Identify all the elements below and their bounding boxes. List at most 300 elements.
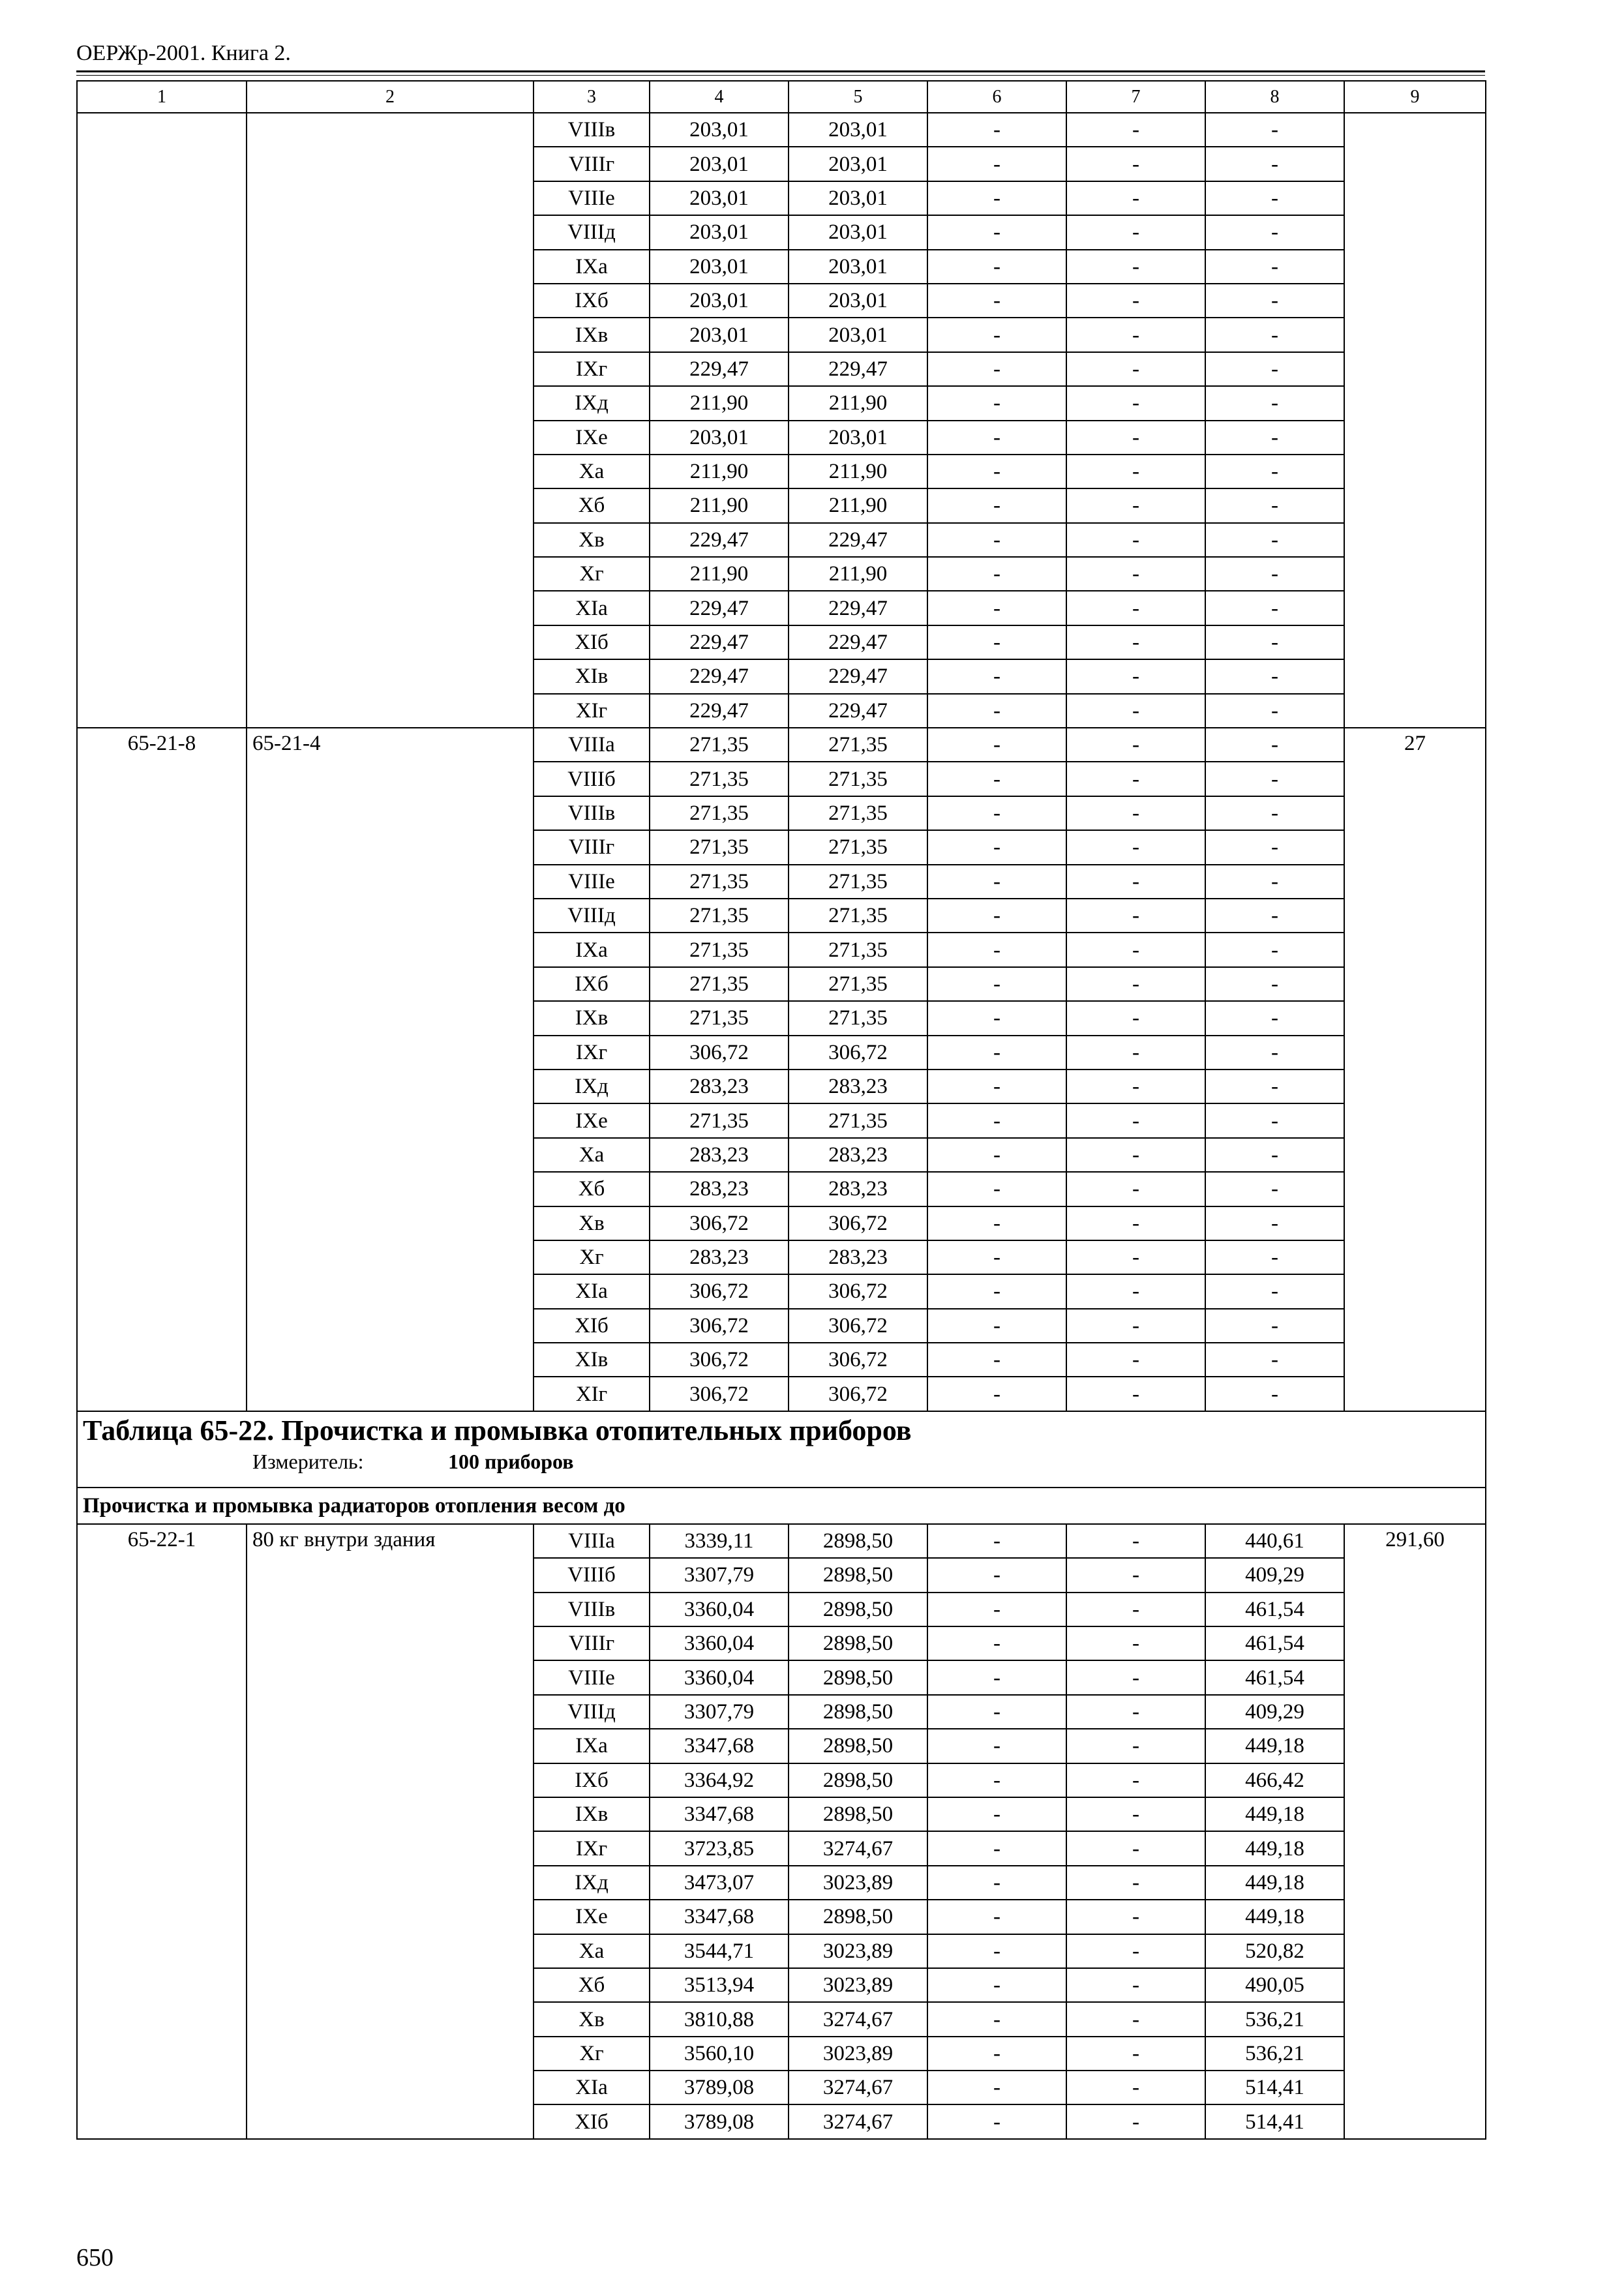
table-cell: - [927, 215, 1066, 249]
table-cell: 3274,67 [789, 2002, 927, 2036]
column-number: 6 [927, 81, 1066, 113]
unit-label: Измеритель: [252, 1449, 364, 1473]
table-cell: 203,01 [650, 147, 789, 181]
table-cell: - [927, 659, 1066, 693]
table-cell: XIб [534, 1309, 650, 1343]
table-cell: 271,35 [650, 1001, 789, 1035]
table-cell: 229,47 [650, 352, 789, 386]
table-cell: - [1205, 250, 1344, 284]
table-cell: 306,72 [789, 1206, 927, 1240]
table-cell: - [927, 1103, 1066, 1137]
table-cell: - [1066, 1309, 1205, 1343]
table-cell: 229,47 [650, 659, 789, 693]
table-cell: 271,35 [650, 796, 789, 830]
table-cell: VIIIе [534, 181, 650, 215]
table-cell: 2898,50 [789, 1626, 927, 1660]
table-cell: 203,01 [789, 147, 927, 181]
table-cell: - [1205, 796, 1344, 830]
column-number: 8 [1205, 81, 1344, 113]
table-cell: - [927, 523, 1066, 557]
table-cell: - [1066, 830, 1205, 864]
table-cell: - [927, 694, 1066, 728]
table-cell: - [927, 557, 1066, 591]
table-cell: - [927, 1968, 1066, 2002]
table-cell: - [1205, 1377, 1344, 1411]
table-cell: 203,01 [789, 284, 927, 318]
table-cell: - [1066, 1206, 1205, 1240]
table-cell: - [1066, 1070, 1205, 1103]
table-cell: - [927, 591, 1066, 625]
table-cell: - [1066, 694, 1205, 728]
table-cell: 283,23 [789, 1138, 927, 1172]
table-cell: 536,21 [1205, 2037, 1344, 2071]
table-cell: 306,72 [650, 1036, 789, 1070]
table-cell: 449,18 [1205, 1729, 1344, 1763]
table-cell: - [1205, 830, 1344, 864]
table-cell: IXд [534, 1866, 650, 1900]
unit-value: 100 приборов [448, 1449, 574, 1473]
table-cell: IXг [534, 1036, 650, 1070]
table-cell: 271,35 [650, 762, 789, 796]
table-cell: 283,23 [789, 1172, 927, 1206]
page-number: 650 [76, 2244, 113, 2271]
column-number: 3 [534, 81, 650, 113]
table-cell: - [1205, 591, 1344, 625]
table-cell: - [1066, 421, 1205, 455]
table-cell: 2898,50 [789, 1695, 927, 1729]
table-cell: - [927, 2104, 1066, 2138]
table-cell: 229,47 [650, 591, 789, 625]
table-cell: Xг [534, 2037, 650, 2071]
table-cell: 3274,67 [789, 2071, 927, 2104]
table-cell: - [927, 1558, 1066, 1592]
table-cell: 2898,50 [789, 1729, 927, 1763]
table-cell: - [1205, 147, 1344, 181]
table-cell: 271,35 [650, 865, 789, 899]
table-cell: - [927, 899, 1066, 933]
table-cell: - [1066, 1138, 1205, 1172]
table-cell: Xв [534, 523, 650, 557]
table-cell: - [1066, 1274, 1205, 1308]
table-cell: 271,35 [650, 728, 789, 762]
table-cell: - [1205, 1070, 1344, 1103]
table-cell: 466,42 [1205, 1763, 1344, 1797]
subheading-row [77, 1488, 1486, 1524]
table-cell: - [1205, 659, 1344, 693]
table-cell: 3023,89 [789, 1866, 927, 1900]
table-cell: 2898,50 [789, 1763, 927, 1797]
table-cell: VIIIд [534, 899, 650, 933]
table-cell: IXа [534, 933, 650, 966]
table-cell: - [1205, 352, 1344, 386]
table-cell: 211,90 [650, 455, 789, 488]
table-cell: - [927, 1172, 1066, 1206]
table-cell: - [927, 1309, 1066, 1343]
table-cell: - [927, 318, 1066, 352]
table-cell: 306,72 [789, 1377, 927, 1411]
table-cell: - [1205, 1172, 1344, 1206]
table-cell: 203,01 [789, 318, 927, 352]
table-body [77, 81, 1486, 2139]
table-cell: IXб [534, 967, 650, 1001]
table-cell: IXд [534, 386, 650, 420]
table-cell: - [1066, 1934, 1205, 1968]
table-cell: - [927, 147, 1066, 181]
rate-name: 65-21-4 [247, 728, 534, 1411]
table-cell: Xб [534, 1968, 650, 2002]
table-cell: - [1066, 488, 1205, 522]
table-cell: - [1066, 523, 1205, 557]
table-cell: 271,35 [789, 865, 927, 899]
table-cell: VIIIе [534, 865, 650, 899]
table-cell: 203,01 [650, 181, 789, 215]
table-cell: VIIIв [534, 796, 650, 830]
table-cell: - [1066, 1729, 1205, 1763]
table-title-row [77, 1411, 1486, 1488]
table-cell: - [1066, 147, 1205, 181]
table-cell: 271,35 [650, 830, 789, 864]
table-cell: 283,23 [650, 1070, 789, 1103]
table-cell: - [927, 967, 1066, 1001]
table-cell: 211,90 [789, 386, 927, 420]
table-cell: - [1205, 967, 1344, 1001]
table-cell: IXд [534, 1070, 650, 1103]
table-cell: 271,35 [789, 967, 927, 1001]
table-cell: 449,18 [1205, 1866, 1344, 1900]
table-cell: - [927, 1831, 1066, 1865]
table-cell: IXг [534, 1831, 650, 1865]
table-cell: 229,47 [789, 591, 927, 625]
table-cell: - [1066, 659, 1205, 693]
table-cell: 203,01 [789, 181, 927, 215]
table-cell: 271,35 [789, 796, 927, 830]
unit-line [83, 1448, 1485, 1474]
table-cell: VIIIа [534, 1524, 650, 1558]
table-cell: 3473,07 [650, 1866, 789, 1900]
table-cell: 306,72 [789, 1343, 927, 1377]
table-cell: - [1066, 1558, 1205, 1592]
table-cell: - [1066, 1240, 1205, 1274]
table-cell: IXе [534, 1900, 650, 1934]
table-cell: 306,72 [789, 1036, 927, 1070]
table-cell: 3023,89 [789, 1934, 927, 1968]
table-cell: - [1066, 2002, 1205, 2036]
table-cell: - [927, 1524, 1066, 1558]
table-cell: - [927, 1797, 1066, 1831]
table-cell: - [1066, 250, 1205, 284]
column-number: 9 [1344, 81, 1486, 113]
table-cell: - [927, 1036, 1066, 1070]
table-cell: - [1205, 933, 1344, 966]
table-cell: 203,01 [650, 113, 789, 147]
table-cell: VIIIг [534, 147, 650, 181]
table-cell: - [1066, 2104, 1205, 2138]
table-cell: 306,72 [650, 1274, 789, 1308]
table-cell: 211,90 [650, 557, 789, 591]
table-cell: IXе [534, 1103, 650, 1137]
table-cell: 3307,79 [650, 1558, 789, 1592]
table-cell: IXв [534, 1001, 650, 1035]
table-cell: 2898,50 [789, 1558, 927, 1592]
table-cell: Xг [534, 1240, 650, 1274]
table-cell: - [1205, 1103, 1344, 1137]
table-cell: - [927, 113, 1066, 147]
table-cell: - [927, 1240, 1066, 1274]
table-cell: - [927, 933, 1066, 966]
table-cell: - [1066, 1103, 1205, 1137]
table-cell: XIг [534, 694, 650, 728]
table-cell: - [927, 488, 1066, 522]
table-cell: 271,35 [789, 762, 927, 796]
column-9-value: 291,60 [1344, 1524, 1486, 2139]
table-cell: XIа [534, 2071, 650, 2104]
table-cell: 449,18 [1205, 1900, 1344, 1934]
table-cell: 203,01 [789, 215, 927, 249]
table-cell: 203,01 [650, 284, 789, 318]
table-title-cell [77, 1411, 1486, 1488]
table-cell: - [1066, 1377, 1205, 1411]
table-cell: - [1205, 1309, 1344, 1343]
table-cell: - [1205, 728, 1344, 762]
table-cell: 306,72 [650, 1206, 789, 1240]
table-cell: - [927, 1660, 1066, 1694]
header-rule-thin [76, 75, 1485, 76]
table-cell: - [927, 1001, 1066, 1035]
column-number: 5 [789, 81, 927, 113]
column-number: 7 [1066, 81, 1205, 113]
table-cell: - [1066, 1900, 1205, 1934]
table-cell: 449,18 [1205, 1831, 1344, 1865]
rate-code: 65-22-1 [77, 1524, 247, 2139]
column-number: 2 [247, 81, 534, 113]
column-number-row [77, 81, 1486, 113]
table-cell: - [1205, 762, 1344, 796]
table-cell: 3347,68 [650, 1729, 789, 1763]
document-title: ОЕРЖр-2001. Книга 2. [76, 41, 291, 65]
table-cell: 229,47 [789, 625, 927, 659]
table-cell: IXв [534, 318, 650, 352]
table-cell: 2898,50 [789, 1660, 927, 1694]
table-cell: - [927, 1900, 1066, 1934]
table-cell: Xа [534, 1138, 650, 1172]
table-cell: VIIIе [534, 1660, 650, 1694]
table-cell: XIв [534, 659, 650, 693]
table-cell: VIIIг [534, 830, 650, 864]
table-cell: VIIIд [534, 215, 650, 249]
table-cell: 283,23 [650, 1172, 789, 1206]
table-cell: IXа [534, 250, 650, 284]
table-cell: - [1205, 284, 1344, 318]
table-cell: - [1066, 1524, 1205, 1558]
rate-name [247, 113, 534, 728]
table-cell: VIIIа [534, 728, 650, 762]
table-cell: 271,35 [789, 1103, 927, 1137]
table-cell: - [1205, 488, 1344, 522]
table-cell: 461,54 [1205, 1660, 1344, 1694]
page-header [76, 40, 1485, 67]
table-cell: - [927, 1763, 1066, 1797]
table-cell: XIа [534, 591, 650, 625]
header-rule-thick [76, 70, 1485, 72]
table-cell: - [1066, 1343, 1205, 1377]
table-cell: - [1066, 796, 1205, 830]
subheading: Прочистка и промывка радиаторов отопления весом до [77, 1488, 1486, 1524]
table-cell: 283,23 [650, 1138, 789, 1172]
table-cell: XIа [534, 1274, 650, 1308]
table-cell: - [927, 2071, 1066, 2104]
table-cell: Xб [534, 1172, 650, 1206]
table-cell: - [1205, 1206, 1344, 1240]
table-cell: XIб [534, 625, 650, 659]
table-cell: 3339,11 [650, 1524, 789, 1558]
table-cell: 306,72 [789, 1309, 927, 1343]
table-cell: - [1205, 318, 1344, 352]
table-cell: - [1066, 1626, 1205, 1660]
table-cell: - [1066, 1763, 1205, 1797]
table-cell: - [1066, 352, 1205, 386]
table-cell: 3274,67 [789, 2104, 927, 2138]
table-cell: 514,41 [1205, 2071, 1344, 2104]
table-cell: - [1205, 1274, 1344, 1308]
table-cell: 211,90 [789, 455, 927, 488]
table-cell: 409,29 [1205, 1695, 1344, 1729]
table-cell: 271,35 [650, 933, 789, 966]
table-cell: - [1066, 899, 1205, 933]
table-cell: - [1205, 694, 1344, 728]
table-cell: 229,47 [650, 625, 789, 659]
table-cell: - [1066, 2071, 1205, 2104]
table-cell: - [1066, 762, 1205, 796]
table-cell: 271,35 [789, 728, 927, 762]
table-cell: - [927, 625, 1066, 659]
column-9-value [1344, 113, 1486, 728]
table-cell: 520,82 [1205, 1934, 1344, 1968]
table-cell: 229,47 [789, 523, 927, 557]
table-cell: 211,90 [650, 386, 789, 420]
table-cell: 271,35 [789, 830, 927, 864]
table-cell: Xв [534, 2002, 650, 2036]
table-cell: 306,72 [650, 1377, 789, 1411]
table-cell: 229,47 [650, 523, 789, 557]
table-cell: 3789,08 [650, 2104, 789, 2138]
rates-table [76, 80, 1486, 2140]
table-cell: - [927, 1206, 1066, 1240]
table-cell: 3274,67 [789, 1831, 927, 1865]
table-cell: - [927, 2037, 1066, 2071]
table-cell: Xб [534, 488, 650, 522]
table-cell: 203,01 [650, 250, 789, 284]
table-cell: - [1066, 2037, 1205, 2071]
column-number: 4 [650, 81, 789, 113]
table-cell: 3810,88 [650, 2002, 789, 2036]
table-cell: 3513,94 [650, 1968, 789, 2002]
table-cell: - [927, 421, 1066, 455]
table-cell: - [1066, 933, 1205, 966]
table-cell: - [1066, 728, 1205, 762]
table-cell: - [927, 284, 1066, 318]
table-cell: - [1066, 1831, 1205, 1865]
table-cell: - [927, 1695, 1066, 1729]
table-cell: - [1205, 386, 1344, 420]
table-cell: 3023,89 [789, 2037, 927, 2071]
table-cell: - [927, 1866, 1066, 1900]
table-cell: 229,47 [650, 694, 789, 728]
table-cell: 203,01 [650, 421, 789, 455]
table-cell: - [1205, 215, 1344, 249]
table-cell: IXг [534, 352, 650, 386]
table-cell: Xг [534, 557, 650, 591]
table-cell: XIв [534, 1343, 650, 1377]
table-cell: IXб [534, 284, 650, 318]
rate-code [77, 113, 247, 728]
table-cell: 211,90 [650, 488, 789, 522]
column-number: 1 [77, 81, 247, 113]
table-cell: Xв [534, 1206, 650, 1240]
table-cell: - [1066, 284, 1205, 318]
table-cell: - [927, 1138, 1066, 1172]
table-cell: 2898,50 [789, 1797, 927, 1831]
table-cell: IXа [534, 1729, 650, 1763]
table-cell: - [927, 455, 1066, 488]
table-row [77, 113, 1486, 147]
table-cell: - [927, 386, 1066, 420]
table-cell: 3360,04 [650, 1660, 789, 1694]
table-cell: - [927, 2002, 1066, 2036]
table-cell: 3347,68 [650, 1797, 789, 1831]
table-cell: 490,05 [1205, 1968, 1344, 2002]
table-cell: - [1205, 1036, 1344, 1070]
table-cell: 203,01 [789, 113, 927, 147]
table-cell: - [1066, 1797, 1205, 1831]
table-cell: - [1205, 523, 1344, 557]
table-cell: 211,90 [789, 557, 927, 591]
table-cell: - [1205, 625, 1344, 659]
table-cell: VIIIд [534, 1695, 650, 1729]
table-cell: - [1066, 591, 1205, 625]
table-cell: 271,35 [650, 899, 789, 933]
table-cell: - [1205, 181, 1344, 215]
table-cell: - [1066, 215, 1205, 249]
table-cell: - [1066, 1593, 1205, 1626]
table-cell: 271,35 [789, 1001, 927, 1035]
table-row [77, 1524, 1486, 1558]
table-cell: 283,23 [650, 1240, 789, 1274]
table-cell: - [1205, 1343, 1344, 1377]
table-cell: 2898,50 [789, 1900, 927, 1934]
table-cell: 2898,50 [789, 1524, 927, 1558]
table-cell: - [927, 1377, 1066, 1411]
table-row [77, 728, 1486, 762]
table-cell: 461,54 [1205, 1593, 1344, 1626]
table-cell: XIб [534, 2104, 650, 2138]
table-cell: 3347,68 [650, 1900, 789, 1934]
table-cell: VIIIг [534, 1626, 650, 1660]
table-cell: - [1066, 1695, 1205, 1729]
table-cell: IXв [534, 1797, 650, 1831]
table-cell: 3544,71 [650, 1934, 789, 1968]
table-cell: XIг [534, 1377, 650, 1411]
table-cell: IXе [534, 421, 650, 455]
table-cell: - [1066, 557, 1205, 591]
table-cell: 3364,92 [650, 1763, 789, 1797]
table-cell: 3360,04 [650, 1593, 789, 1626]
table-cell: - [927, 865, 1066, 899]
table-cell: 203,01 [650, 318, 789, 352]
table-cell: - [927, 250, 1066, 284]
table-cell: - [927, 1934, 1066, 1968]
table-cell: 461,54 [1205, 1626, 1344, 1660]
table-cell: 3360,04 [650, 1626, 789, 1660]
